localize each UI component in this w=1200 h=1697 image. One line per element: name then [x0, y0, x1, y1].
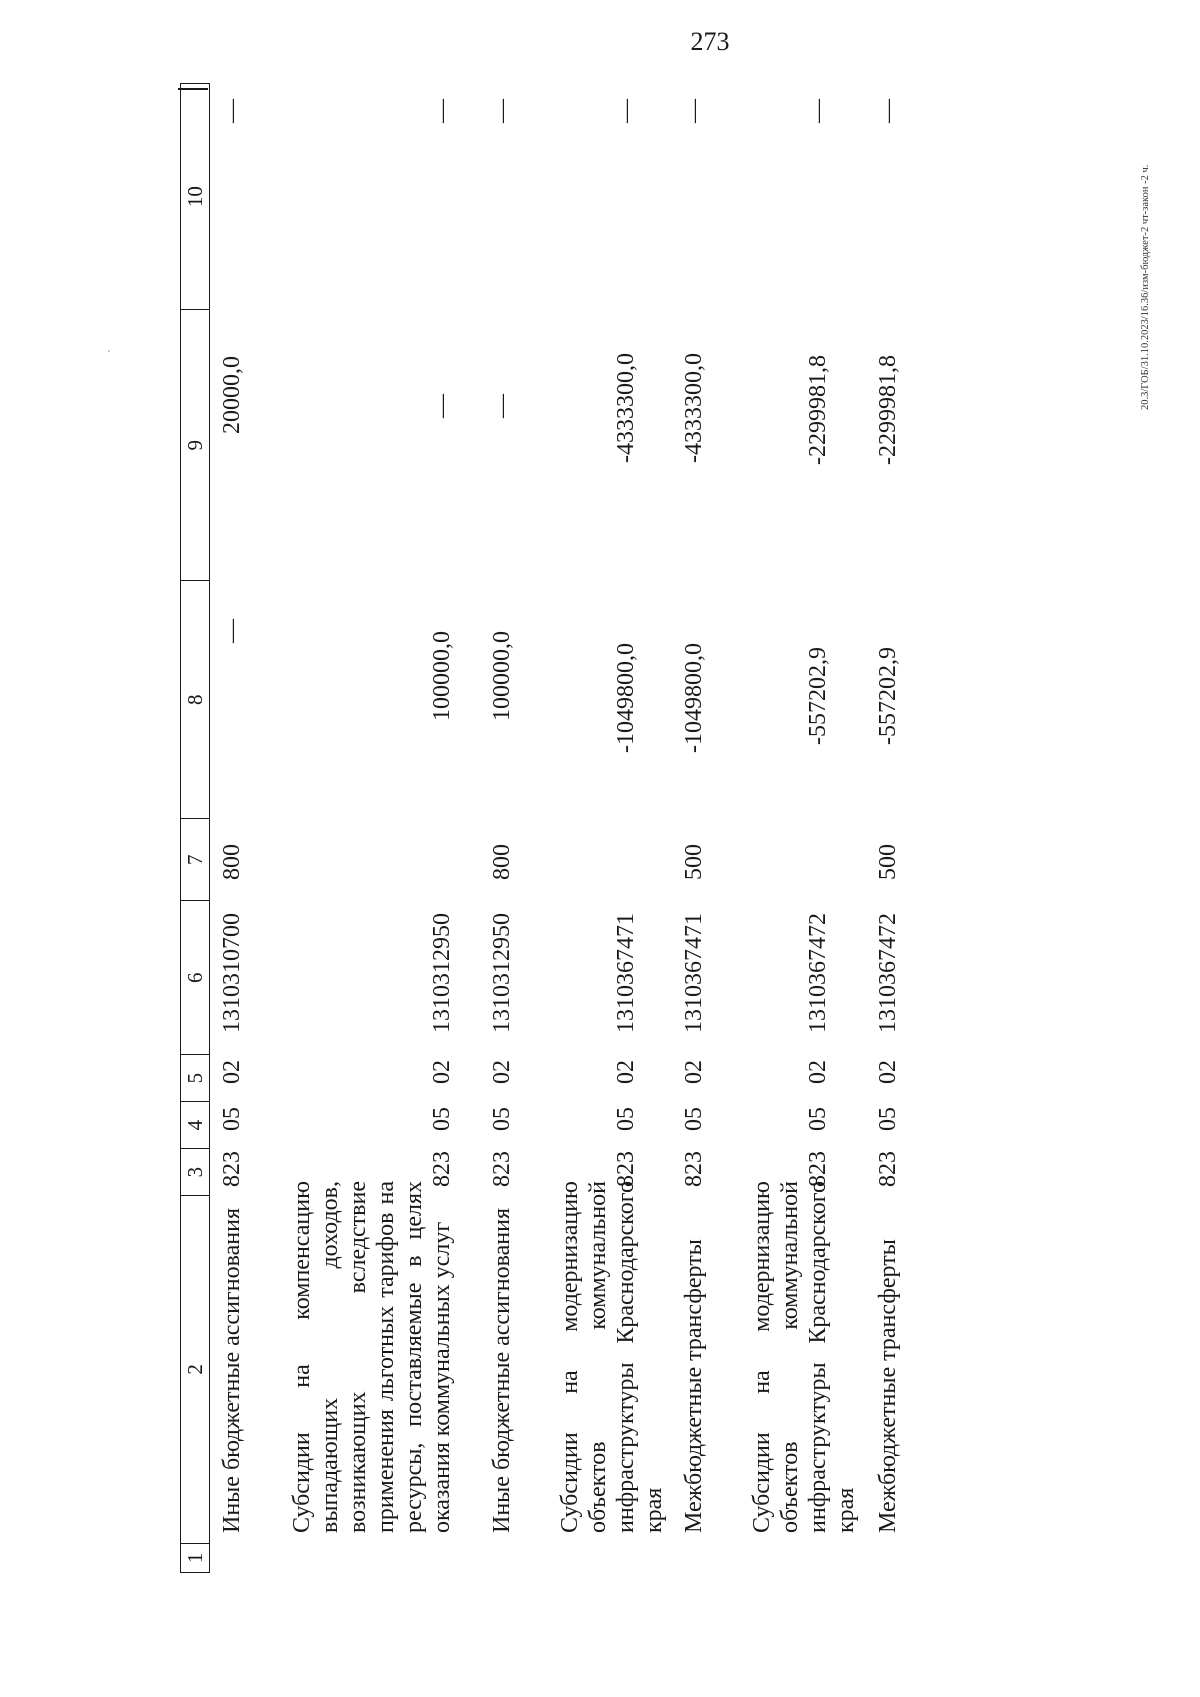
table-row [556, 83, 667, 1573]
header-col-4: 4 [181, 1101, 209, 1148]
cell-c5: 02 [805, 1060, 831, 1084]
cell-c3: 823 [613, 1151, 639, 1187]
cell-c10: — [875, 99, 901, 123]
cell-c9: -2299981,8 [805, 355, 831, 465]
cell-c10: — [805, 99, 831, 123]
cell-c10: — [489, 99, 515, 123]
cell-c7: 800 [489, 844, 515, 880]
cell-c10: — [219, 99, 245, 123]
cell-c6: 1310367472 [805, 913, 831, 1033]
cell-c8: -1049800,0 [681, 643, 707, 753]
header-col-9: 9 [181, 309, 209, 580]
table-row [218, 83, 274, 1573]
page-number: 273 [690, 27, 730, 56]
cell-c9: — [429, 394, 455, 418]
cell-c6: 1310367472 [875, 913, 901, 1033]
cell-c8: -557202,9 [805, 647, 831, 745]
cell-c6: 1310312950 [429, 913, 455, 1033]
table-row [680, 83, 714, 1573]
cell-c10: — [613, 99, 639, 123]
cell-c9: -4333300,0 [681, 353, 707, 463]
header-col-1: 1 [181, 1543, 209, 1572]
cell-c4: 05 [219, 1107, 245, 1131]
cell-c7: 800 [219, 844, 245, 880]
cell-c8: — [219, 619, 245, 643]
cell-c6: 1310367471 [681, 913, 707, 1033]
cell-c5: 02 [489, 1060, 515, 1084]
footer-document-code: 20.3/ГОБ/31.10.2023/16.36/изм-бюджет-2 чт-закон -2 ч. [1140, 164, 1151, 410]
cell-c8: -557202,9 [875, 647, 901, 745]
row-name: Субсидии на модернизацию объектов коммунальной инфраструктуры Краснодарского края [557, 1181, 667, 1533]
header-col-5: 5 [181, 1054, 209, 1101]
table-row [874, 83, 908, 1573]
cell-c4: 05 [681, 1107, 707, 1131]
scan-speck [108, 350, 110, 352]
cell-c8: 100000,0 [489, 631, 515, 721]
cell-c4: 05 [613, 1107, 639, 1131]
header-col-7: 7 [181, 818, 209, 900]
header-col-8: 8 [181, 580, 209, 818]
cell-c3: 823 [429, 1151, 455, 1187]
header-col-6: 6 [181, 900, 209, 1054]
cell-c7: 500 [875, 844, 901, 880]
cell-c3: 823 [489, 1151, 515, 1187]
cell-c3: 823 [219, 1151, 245, 1187]
cell-c5: 02 [875, 1060, 901, 1084]
cell-c3: 823 [805, 1151, 831, 1187]
budget-table [180, 83, 980, 1573]
cell-c6: 1310312950 [489, 913, 515, 1033]
cell-c3: 823 [681, 1151, 707, 1187]
cell-c9: — [489, 394, 515, 418]
cell-c10: — [429, 99, 455, 123]
cell-c9: -4333300,0 [613, 353, 639, 463]
cell-c5: 02 [681, 1060, 707, 1084]
cell-c5: 02 [219, 1060, 245, 1084]
cell-c4: 05 [429, 1107, 455, 1131]
row-name: Межбюджетные трансферты [681, 1239, 707, 1533]
row-name: Иные бюджетные ассигнования [219, 1208, 245, 1533]
cell-c4: 05 [805, 1107, 831, 1131]
row-name: Межбюджетные трансферты [875, 1239, 901, 1533]
cell-c6: 1310310700 [219, 913, 245, 1033]
row-name: Субсидии на компенсацию выпадающих доходов, возникающих вследствие применения льготных тарифов на ресурсы, поставляемые в целях оказания коммунальных услуг [289, 1181, 455, 1533]
table-row [288, 83, 458, 1573]
cell-c9: -2299981,8 [875, 355, 901, 465]
row-name: Субсидии на модернизацию объектов коммунальной инфраструктуры Краснодарского края [749, 1181, 859, 1533]
cell-c9: 20000,0 [219, 356, 245, 434]
cell-c8: 100000,0 [429, 631, 455, 721]
cell-c6: 1310367471 [613, 913, 639, 1033]
cell-c4: 05 [489, 1107, 515, 1131]
header-col-2: 2 [181, 1195, 209, 1543]
cell-c5: 02 [613, 1060, 639, 1084]
row-name: Иные бюджетные ассигнования [489, 1208, 515, 1533]
header-col-10: 10 [182, 186, 207, 208]
cell-c10: — [681, 99, 707, 123]
cell-c4: 05 [875, 1107, 901, 1131]
cell-c8: -1049800,0 [613, 643, 639, 753]
cell-c5: 02 [429, 1060, 455, 1084]
table-right-edge [178, 89, 208, 91]
cell-c3: 823 [875, 1151, 901, 1187]
cell-c7: 500 [681, 844, 707, 880]
header-col-3: 3 [181, 1148, 209, 1195]
table-header-row [180, 83, 210, 1573]
table-row [488, 83, 522, 1573]
table-row [748, 83, 859, 1573]
